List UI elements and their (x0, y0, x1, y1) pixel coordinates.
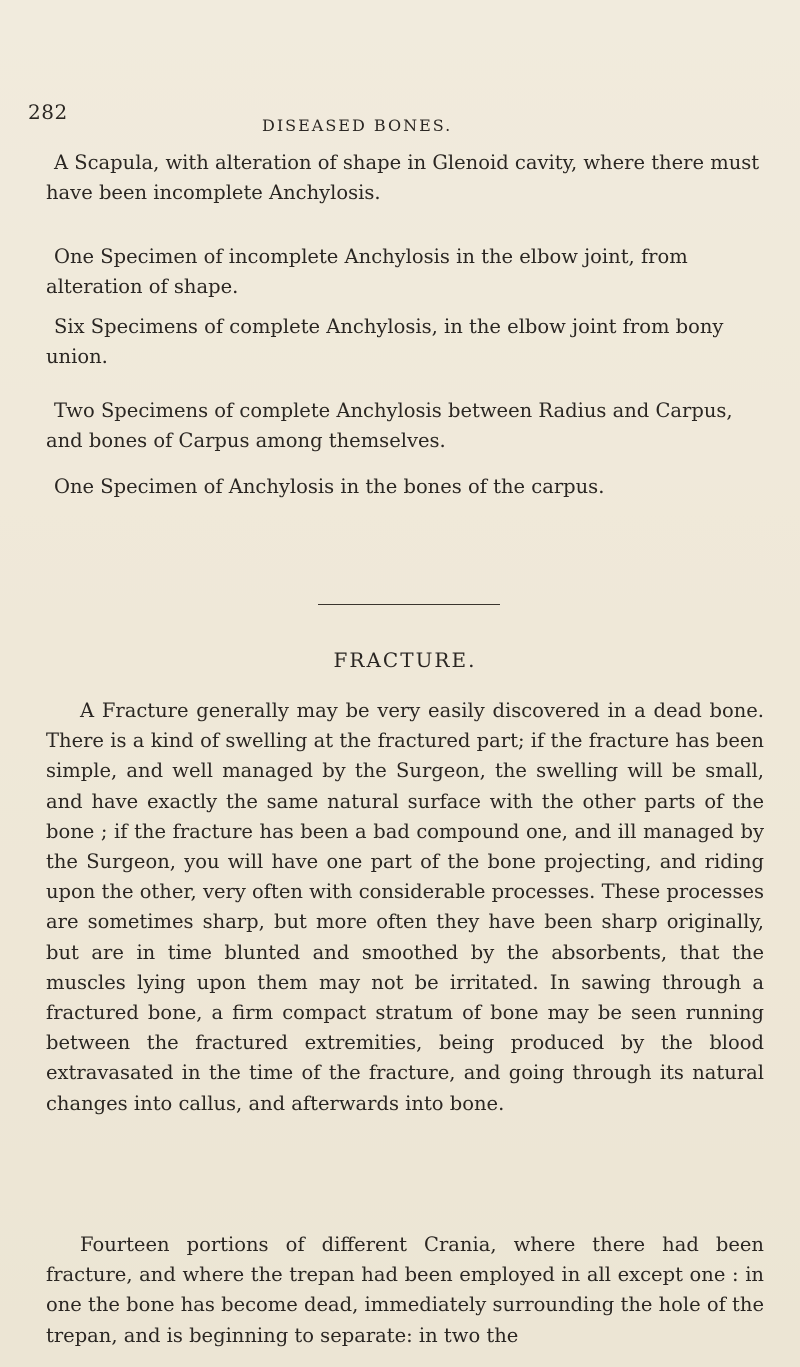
fracture-paragraph-2: Fourteen portions of different Crania, where there had been fracture, and where the trepan had been employed in all except one : in one the bone has become dead, immediately surrounding the hole of the trepan, and is beginning to separate: in two the (46, 1233, 764, 1347)
specimen-entry-2: One Specimen of incomplete Anchylosis in the elbow joint, from alteration of shape. (46, 245, 688, 298)
specimen-entry-5: One Specimen of Anchylosis in the bones of the carpus. (54, 475, 605, 498)
fracture-paragraph-1: A Fracture generally may be very easily discovered in a dead bone. There is a kind of swelling at the fractured part; if the fracture has been simple, and well managed by the Surgeon, the swelling will be small, and have exactly the same natural surface with the other parts of the bone ; if the fracture has been a bad compound one, and ill managed by the Surgeon, you will have one part of the bone projecting, and riding upon the other, very often with considerable processes. These processes are sometimes sharp, but more often they have been sharp originally, but are in time blunted and smoothed by the absorbents, that the muscles lying upon them may not be irritated. In sawing through a fractured bone, a firm compact stratum of bone may be seen running between the fractured extremities, being produced by the blood extravasated in the time of the fracture, and going through its natural changes into callus, and afterwards into bone. (46, 699, 764, 1115)
specimen-entry-3: Six Specimens of complete Anchylosis, in the elbow joint from bony union. (46, 315, 724, 368)
section-divider (318, 604, 500, 605)
running-head: DISEASED BONES. (262, 116, 453, 135)
specimen-entry-4: Two Specimens of complete Anchylosis between Radius and Carpus, and bones of Carpus among themselves. (46, 399, 733, 452)
specimen-entry-1: A Scapula, with alteration of shape in Glenoid cavity, where there must have been incomplete Anchylosis. (46, 151, 760, 204)
page-number: 282 (28, 100, 68, 124)
section-title: FRACTURE. (333, 648, 477, 672)
